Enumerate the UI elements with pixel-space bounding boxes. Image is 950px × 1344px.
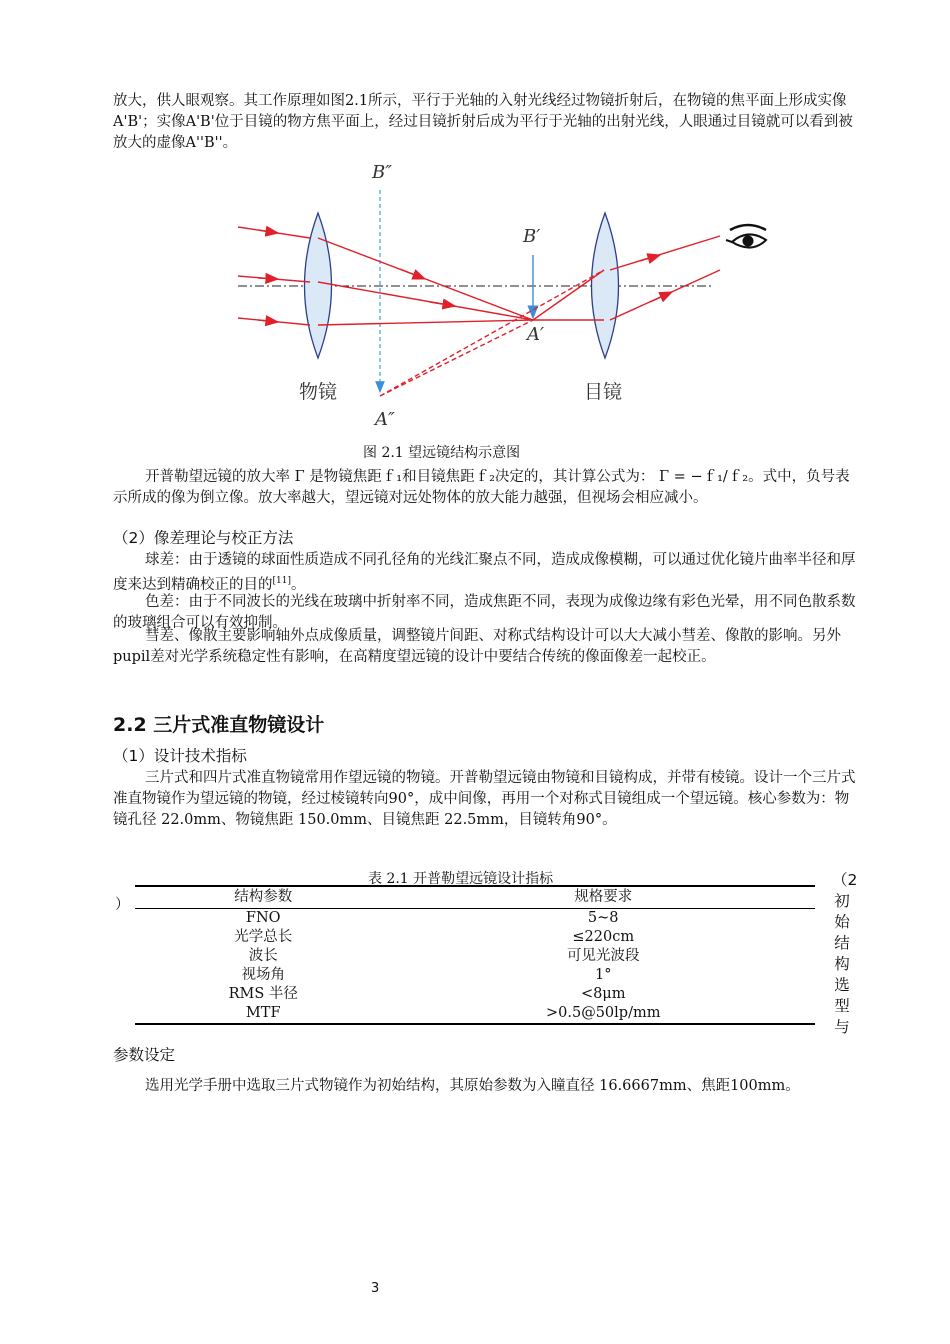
design-paragraph: 三片式和四片式准直物镜常用作望远镜的物镜。开普勒望远镜由物镜和目镜构成，并带有棱镜。设计一个三片式准直物镜作为望远镜的物镜，经过棱镜转向90°，成中间像，再用一个对称式目镜组成一个望远镜。核心参数为：物镜孔径 22.0mm、物镜焦距 150.0mm、目镜焦距 22.5mm，目镜转角90°。 (113, 770, 856, 828)
chromatic-aberration-paragraph: 色差：由于不同波长的光线在玻璃中折射率不同，造成焦距不同，表现为成像边缘有彩色光晕，用不同色散系数的玻璃组合可以有效抑制。 (113, 594, 856, 631)
table-cell: 5~8 (587, 910, 619, 926)
table-header: 规格要求 (391, 886, 815, 909)
label-b-double: B″ (372, 162, 392, 183)
label-objective: 物镜 (299, 381, 338, 403)
side-heading-paren: ） (115, 897, 130, 913)
spherical-end: 。 (290, 576, 306, 593)
table-cell: FNO (245, 910, 281, 926)
side-heading-char: 始 (834, 913, 850, 931)
intro-paragraph: 放大，供人眼观察。其工作原理如图2.1所示，平行于光轴的入射光线经过物镜折射后，在物镜的焦平面上形成实像A'B'；实像A'B'位于目镜的物方焦平面上，经过目镜折射后成为平行于光轴的出射光线，人眼通过目镜就可以看到被放大的虚像A''B''。 (113, 93, 853, 151)
magnification-paragraph: 开普勒望远镜的放大率 Γ 是物镜焦距ｆ₁和目镜焦距ｆ₂决定的，其计算公式为： Γ = −ｆ₁/ｆ₂。式中，负号表示所成的像为倒立像。放大率越大，望远镜对远处物体的放大能力越强，但视场会相应减小。 (113, 469, 850, 506)
table-row (135, 985, 815, 1004)
table-row (135, 909, 815, 929)
param-heading: 参数设定 (113, 1046, 176, 1064)
coma-paragraph: 彗差、像散主要影响轴外点成像质量，调整镜片间距、对称式结构设计可以大大减小彗差、像散的影响。另外pupil差对光学系统稳定性有影响，在高精度望远镜的设计中要结合传统的像面像差一起校正。 (113, 628, 841, 665)
spherical-aberration-paragraph (113, 550, 858, 596)
label-b-prime: B′ (523, 226, 541, 247)
side-heading-vertical (832, 870, 858, 1038)
table-row (135, 966, 815, 985)
table-cell: ≤220cm (572, 929, 635, 945)
figure-caption: 图 2.1 望远镜结构示意图 (363, 445, 521, 461)
side-heading-char: 初 (834, 892, 850, 910)
table-cell: >0.5@50lp/mm (391, 1004, 815, 1024)
page-number: 3 (371, 1281, 380, 1296)
spherical-text: 球差：由于透镜的球面性质造成不同孔径角的光线汇聚点不同，造成成像模糊，可以通过优化镜片曲率半径和厚度来达到精确校正的目的 (113, 552, 856, 593)
label-a-prime: A′ (527, 324, 545, 345)
telescope-diagram (225, 155, 785, 435)
table-cell: <8μm (580, 986, 626, 1002)
table-cell: 可见光波段 (566, 948, 640, 964)
design-spec-heading: （1）设计技术指标 (113, 747, 247, 765)
initial-structure-paragraph: 选用光学手册中选取三片式物镜作为初始结构，其原始参数为入瞳直径 16.6667mm、焦距100mm。 (145, 1078, 800, 1094)
citation-ref: [11] (272, 576, 291, 586)
label-eyepiece: 目镜 (584, 381, 623, 403)
section-2-2-heading: 2.2 三片式准直物镜设计 (113, 714, 325, 736)
table-cell: 光学总长 (234, 929, 293, 945)
table-row (135, 928, 815, 947)
table-row (135, 1004, 815, 1024)
side-heading-char: 结 (834, 934, 850, 952)
table-caption: 表 2.1 开普勒望远镜设计指标 (368, 871, 554, 887)
side-heading-char: （2 (832, 871, 858, 889)
table-cell: 波长 (248, 948, 278, 964)
table-cell: 视场角 (241, 967, 285, 983)
table-cell: 1° (594, 967, 612, 983)
table-cell: MTF (135, 1004, 391, 1024)
table-header-row (135, 886, 815, 909)
side-heading-char: 构 (834, 955, 850, 973)
eyepiece-lens-icon (592, 213, 619, 358)
objective-lens-icon (305, 213, 332, 358)
side-heading-char: 与 (834, 1018, 850, 1036)
table-row (135, 947, 815, 966)
table-cell: RMS 半径 (228, 986, 298, 1002)
eye-icon (726, 225, 766, 248)
aberration-heading: （2）像差理论与校正方法 (113, 529, 294, 547)
spec-table (135, 885, 815, 1025)
side-heading-char: 型 (834, 997, 850, 1015)
side-heading-char: 选 (834, 976, 850, 994)
table-header: 结构参数 (135, 886, 391, 909)
label-a-double: A″ (375, 409, 395, 430)
